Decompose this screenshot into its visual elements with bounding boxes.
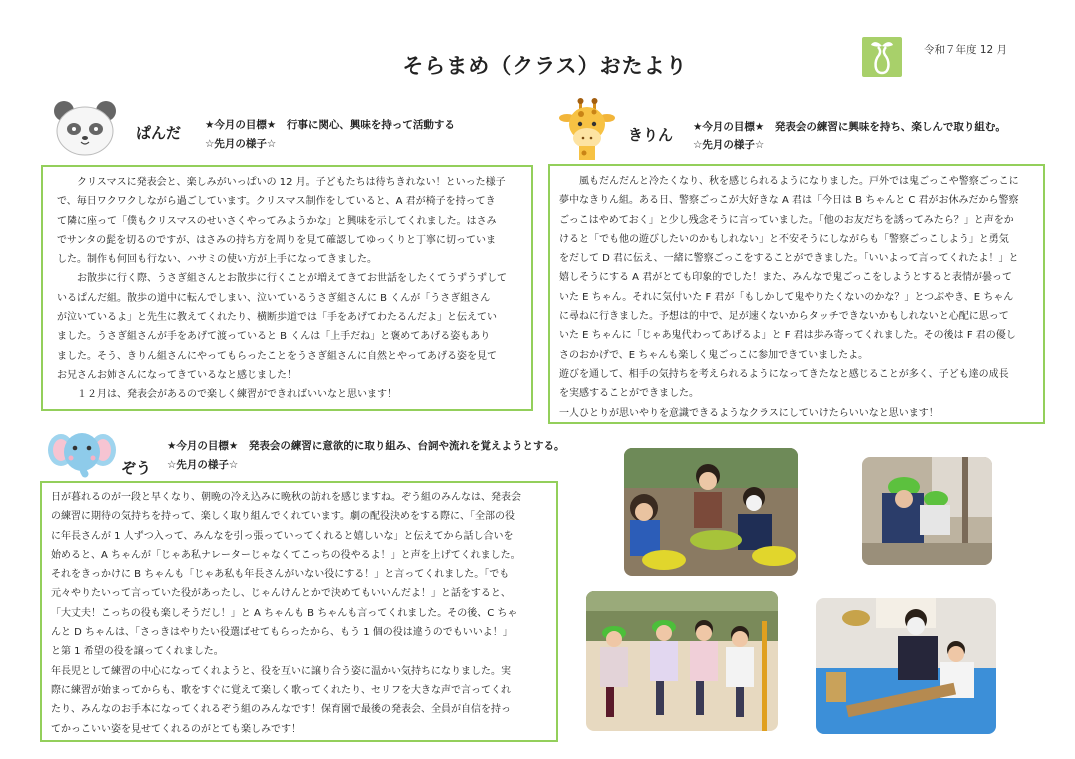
panda-line: お散歩に行く際、うさぎ組さんとお散歩に行くことが増えてきてお世話をしたくてうずうずして — [77, 273, 507, 285]
zou-line: 年長児として練習の中心になってくれようと、役を互いに譲り合う姿に温かい気持ちになりました。実 — [51, 665, 511, 677]
zou-line: 元々やりたいって言っていた役があったし、じゃんけんとかで決めてもいいんだよ！」と話をすると、 — [51, 588, 511, 600]
kirin-line: ごっこはやめておく」と少し残念そうに言っていました。「他のお友だちを誘ってみたら？」と声をか — [559, 214, 1014, 226]
panda-icon — [52, 99, 118, 157]
kirin-line: 遊びを通して、相手の気持ちを考えられるようになってきたなと感じることが多く、子ども達の成長 — [559, 368, 1009, 380]
class-name-kirin: きりん — [628, 126, 674, 144]
photo-children-playground — [586, 591, 778, 731]
panda-line: が泣いているよ」と先生に教えてくれたり、横断歩道では「手をあげてわたるんだよ」と伝えてい — [57, 312, 497, 324]
photo-children-greenhats — [862, 457, 992, 565]
zou-line: 際に練習が始まってからも、歌をすぐに覚えて楽しく歌ってくれたり、セリフを大きな声で言ってくれ — [51, 684, 511, 696]
panda-last-month-heading: ☆先月の様子☆ — [205, 138, 277, 150]
class-name-zou: ぞう — [121, 459, 152, 477]
zou-line: てかっこいい姿を見せてくれるのがとても楽しみです！ — [51, 723, 301, 735]
kirin-line: いた E ちゃん。それに気付いた F 君が「もしかして鬼やりたくないのかな？」とつぶやき、E ちゃん — [559, 291, 1014, 303]
kirin-line: を実感することができました。 — [559, 388, 699, 400]
elephant-icon — [47, 428, 117, 478]
kirin-report-box — [548, 164, 1045, 424]
bean-logo-icon — [862, 37, 902, 77]
kirin-line: 風もだんだんと冷たくなり、秋を感じられるようになりました。戸外では鬼ごっこや警察ごっこに — [579, 176, 1019, 187]
kirin-line: さのおかげで、E ちゃんも楽しく鬼ごっこに参加できていましたよ。 — [559, 349, 869, 361]
kirin-last-month-heading: ☆先月の様子☆ — [693, 139, 765, 151]
panda-line: した。制作も何回も行ない、ハサミの使い方が上手になってきました。 — [57, 254, 377, 266]
photo-children-indoor — [816, 598, 996, 734]
kirin-line: に尋ねに行きました。予想は的中で、足が速くないからタッチできないかもしれないと心配に思って — [559, 311, 1009, 323]
zou-line: の練習に期待の気持ちを持って、楽しく取り組んでくれています。劇の配役決めをする際に、「全部の役 — [51, 511, 515, 523]
panda-line: で、毎日ワクワクしながら過ごしています。クリスマス制作をしていると、A 君が椅子を持ってき — [57, 196, 496, 208]
kirin-monthly-goal: ★今月の目標★ 発表会の練習に興味を持ち、楽しんで取り組む。 — [693, 121, 1006, 133]
kirin-line: いた E ちゃんに「じゃあ鬼代わってあげるよ」と F 君は歩み寄ってくれました。その後は F 君の優し — [559, 330, 1016, 342]
panda-line: ました。うさぎ組さんが手をあげて渡っていると B くんは「上手だね」と褒めてあげる姿もあり — [57, 331, 491, 343]
zou-monthly-goal: ★今月の目標★ 発表会の練習に意欲的に取り組み、台詞や流れを覚えようとする。 — [167, 440, 565, 452]
panda-monthly-goal: ★今月の目標★ 行事に関心、興味を持って活動する — [205, 119, 455, 131]
issue-date: 令和７年度 12 月 — [924, 44, 1008, 56]
kirin-line: 一人ひとりが思いやりを意識できるようなクラスにしていけたらいいなと思います！ — [559, 407, 939, 419]
kirin-line: 夢中なきりん組。ある日、警察ごっこが大好きな A 君は「今日は B ちゃんと C 君がお休みだから警察 — [559, 195, 1019, 207]
photo-children-sandbox — [624, 448, 798, 576]
kirin-line: けると「でも他の遊びしたいのかもしれない」と不安そうにしながらも「警察ごっこしよう」と勇気 — [559, 233, 1009, 245]
panda-line: １２月は、発表会があるので楽しく練習ができればいいなと思います！ — [77, 389, 397, 401]
panda-line: ました。そう、きりん組さんにやってもらったことをうさぎ組さんに自然とやってあげる姿を見て — [57, 350, 497, 362]
zou-line: 日が暮れるのが一段と早くなり、朝晩の冷え込みに晩秋の訪れを感じますね。ぞう組のみんなは、発表会 — [51, 492, 521, 503]
zou-line: 始めると、A ちゃんが「じゃあ私ナレーターじゃなくてこっちの役やるよ！」と声を上げてくれました。 — [51, 549, 521, 561]
page-title: そらまめ（クラス）おたより — [402, 54, 688, 78]
class-name-panda: ぱんだ — [136, 124, 182, 142]
panda-report-box — [41, 165, 533, 411]
panda-line: お兄さんお姉さんになってきているなと感じました！ — [57, 369, 297, 381]
zou-line: と第 1 希望の役を譲ってくれました。 — [51, 646, 224, 658]
zou-line: それをきっかけに B ちゃんも「じゃあ私も年長さんがいない役にする！」と言ってくれました。「でも — [51, 569, 510, 581]
panda-line: て隣に座って「僕もクリスマスのせいさくやってみようかな」と興味を示してくれました。はさみ — [57, 215, 497, 227]
zou-last-month-heading: ☆先月の様子☆ — [167, 459, 239, 471]
zou-line: たり、みんなのお手本になってくれるぞう組のみんなです！保育園で最後の発表会、全員が自信を持っ — [51, 704, 511, 716]
panda-line: クリスマスに発表会と、楽しみがいっぱいの 12 月。子どもたちは待ちきれない！といった様子 — [77, 177, 506, 188]
giraffe-icon — [557, 98, 617, 160]
zou-line: んと D ちゃんは、「さっきはやりたい役選ばせてもらったから、もう 1 個の役は違うのでもいいよ！」 — [51, 627, 513, 639]
zou-report-box — [40, 481, 558, 742]
panda-line: でサンタの髭を切るのですが、はさみの持ち方を周りを見て確認してゆっくりと丁寧に切っていま — [57, 234, 496, 246]
kirin-line: をだして D 君に伝え、一緒に警察ごっこをすることができました。「いいよって言ってくれたよ！」と — [559, 253, 1019, 265]
kirin-line: 嬉しそうにする A 君がとても印象的でした！また、みんなで鬼ごっこをしようとすると表情が曇って — [559, 272, 1012, 284]
zou-line: に年長さんが 1 人ずつ入って、みんなを引っ張っていってくれると嬉しいな」と伝えてから話し合いを — [51, 530, 514, 542]
panda-line: いるぱんだ組。散歩の道中に転んでしまい、泣いているうさぎ組さんに B くんが「うさぎ組さん — [57, 292, 491, 304]
zou-line: 「大丈夫！こっちの役も楽しそうだし！」と A ちゃんも B ちゃんも言ってくれました。その後、C ちゃ — [51, 607, 518, 619]
